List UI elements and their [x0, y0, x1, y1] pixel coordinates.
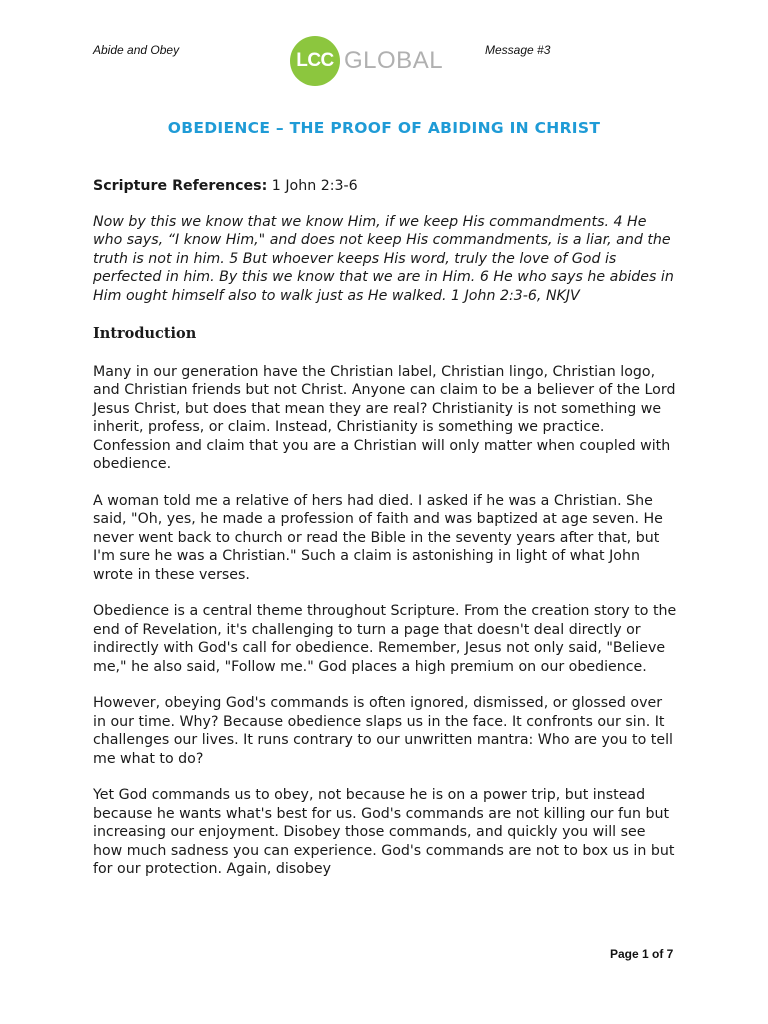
page-title: OBEDIENCE – THE PROOF OF ABIDING IN CHRIST	[167, 119, 601, 137]
message-number: Message #3	[485, 43, 551, 57]
document-body	[93, 177, 678, 897]
body-paragraph: Obedience is a central theme throughout Scripture. From the creation story to the end of Revelation, it's challenging to turn a page that doesn't deal directly or indirectly with God's call for obedience. Remember, Jesus not only said, "Believe me," he also said, "Follow me." God places a high premium on our obedience.	[93, 603, 677, 675]
scripture-reference-value: 1 John 2:3-6	[267, 178, 358, 194]
lcc-global-logo	[290, 35, 443, 87]
scripture-quote: Now by this we know that we know Him, if we keep His commandments. 4 He who says, “I know Him," and does not keep His commandments, is a liar, and the truth is not in him. 5 But whoever keeps His word, truly the love of God is perfected in him. By this we know that we are in Him. 6 He who says he abides in Him ought himself also to walk just as He walked. 1 John 2:3-6, NKJV	[93, 213, 674, 304]
body-paragraph: However, obeying God's commands is often ignored, dismissed, or glossed over in our time. Why? Because obedience slaps us in the face. It confronts our sin. It challenges our lives. It runs contrary to our unwritten mantra: Who are you to tell me what to do?	[93, 695, 673, 767]
page-number: Page 1 of 7	[610, 947, 674, 961]
body-paragraph: A woman told me a relative of hers had died. I asked if he was a Christian. She said, "Oh, yes, he made a profession of faith and was baptized at age seven. He never went back to church or read the Bible in the seventy years after that, but I'm sure he was a Christian." Such a claim is astonishing in light of what John wrote in these verses.	[93, 492, 663, 583]
logo-wordmark: GLOBAL	[344, 47, 444, 74]
document-series-title: Abide and Obey	[93, 43, 180, 57]
scripture-references	[93, 177, 678, 196]
body-paragraph: Yet God commands us to obey, not because he is on a power trip, but instead because he wants what's best for us. God's commands are not killing our fun but increasing our enjoyment. Disobey those commands, and quickly you will see how much sadness you can experience. God's commands are not to box us in but for our protection. Again, disobey	[93, 787, 675, 877]
body-paragraph: Many in our generation have the Christian label, Christian lingo, Christian logo, and Christian friends but not Christ. Anyone can claim to be a believer of the Lord Jesus Christ, but does that mean they are real? Christianity is not something we inherit, profess, or claim. Instead, Christianity is something we practice. Confession and claim that you are a Christian will only matter when coupled with obedience.	[93, 363, 676, 472]
logo-mark: LCC	[290, 36, 340, 86]
scripture-references-label: Scripture References:	[93, 178, 268, 194]
section-heading-introduction: Introduction	[93, 325, 197, 342]
